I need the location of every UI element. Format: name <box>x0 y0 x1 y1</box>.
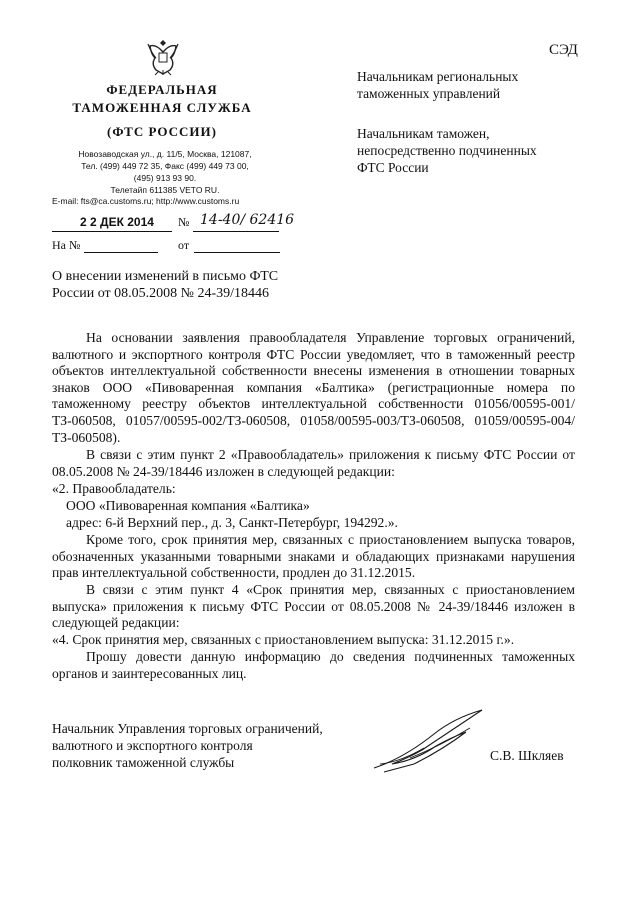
body-paragraph: Прошу довести данную информацию до сведения подчиненных таможенных органов и заинтересованных лиц. <box>52 649 575 681</box>
org-abbreviation: (ФТС РОССИИ) <box>107 124 217 139</box>
body-paragraph: адрес: 6-й Верхний пер., д. 3, Санкт-Петербург, 194292.». <box>66 515 398 530</box>
body-paragraph: В связи с этим пункт 2 «Правообладатель» приложения к письму ФТС России от 08.05.2008 № 24-39/18446 изложен в следующей редакции: <box>52 447 575 479</box>
org-teletype: Телетайп 611385 VETO RU. <box>110 185 220 195</box>
org-email: E-mail: fts@ca.customs.ru; http://www.customs.ru <box>52 196 240 206</box>
registration-date: 2 2 ДЕК 2014 <box>80 215 154 229</box>
subject-line: О внесении изменений в письмо ФТС <box>52 269 279 284</box>
ref-from-underline <box>194 252 280 253</box>
subject-line: России от 08.05.2008 № 24-39/18446 <box>52 286 270 301</box>
body-paragraph: На основании заявления правообладателя Управление торговых ограничений, валютного и экспортного контроля ФТС России уведомляет, что в таможенный реестр объектов интеллектуальной собственности внесены изменения в отношении товарных знаков ООО «Пивоваренная компания «Балтика» (регистрационные номера по таможенному реестру объектов интеллектуальной собственности 01056/00595-001/ТЗ-060508, 01057/00595-002/ТЗ-060508, 01058/00595-003/ТЗ-060508, 01059/00595-004/ТЗ-060508). <box>52 330 575 445</box>
recipient-line: таможенных управлений <box>357 86 501 101</box>
recipient-line: ФТС России <box>357 160 429 175</box>
body-paragraph: В связи с этим пункт 4 «Срок принятия мер, связанных с приостановлением выпуска» приложения к письму ФТС России от 08.05.2008 № 24-39/18446 изложен в следующей редакции: <box>52 582 575 631</box>
signatory-name: С.В. Шкляев <box>490 748 564 763</box>
ref-number-underline <box>84 252 158 253</box>
signatory-title-line: полковник таможенной службы <box>52 755 235 770</box>
body-paragraph: «4. Срок принятия мер, связанных с приостановлением выпуска: 31.12.2015 г.». <box>52 632 515 647</box>
body-paragraph: Кроме того, срок принятия мер, связанных с приостановлением выпуска товаров, обозначенных указанными товарными знаками и обладающих признаками нарушения прав интеллектуальной собственности, продлен до 31.12.2015. <box>52 532 575 581</box>
recipient-line: Начальникам таможен, <box>357 126 490 141</box>
registration-number: 14-40/ 62416 <box>200 212 295 228</box>
org-name-line2: ТАМОЖЕННАЯ СЛУЖБА <box>72 100 252 115</box>
recipient-line: непосредственно подчиненных <box>357 143 537 158</box>
signatory-title-line: Начальник Управления торговых ограничений, <box>52 721 323 736</box>
org-name-line1: ФЕДЕРАЛЬНАЯ <box>106 82 218 97</box>
signatory-title-line: валютного и экспортного контроля <box>52 738 253 753</box>
org-phone-2: (495) 913 93 90. <box>133 173 197 183</box>
sed-label: СЭД <box>549 42 578 58</box>
registration-number-label: № <box>178 215 190 229</box>
ref-number-label: На № <box>52 238 81 252</box>
date-underline <box>52 231 172 232</box>
recipient-line: Начальникам региональных <box>357 69 519 84</box>
signatory-title <box>52 720 323 771</box>
letter-subject <box>52 268 322 302</box>
body-paragraph: ООО «Пивоваренная компания «Балтика» <box>66 498 310 513</box>
body-paragraph: «2. Правообладатель: <box>52 481 176 496</box>
ref-from-label: от <box>178 238 190 252</box>
org-phone: Тел. (499) 449 72 35, Факс (499) 449 73 00, <box>81 161 249 171</box>
handwritten-signature <box>370 708 490 776</box>
emblem-icon <box>146 36 180 76</box>
number-underline <box>193 231 279 232</box>
org-address: Новозаводская ул., д. 11/5, Москва, 121087, <box>78 149 252 159</box>
